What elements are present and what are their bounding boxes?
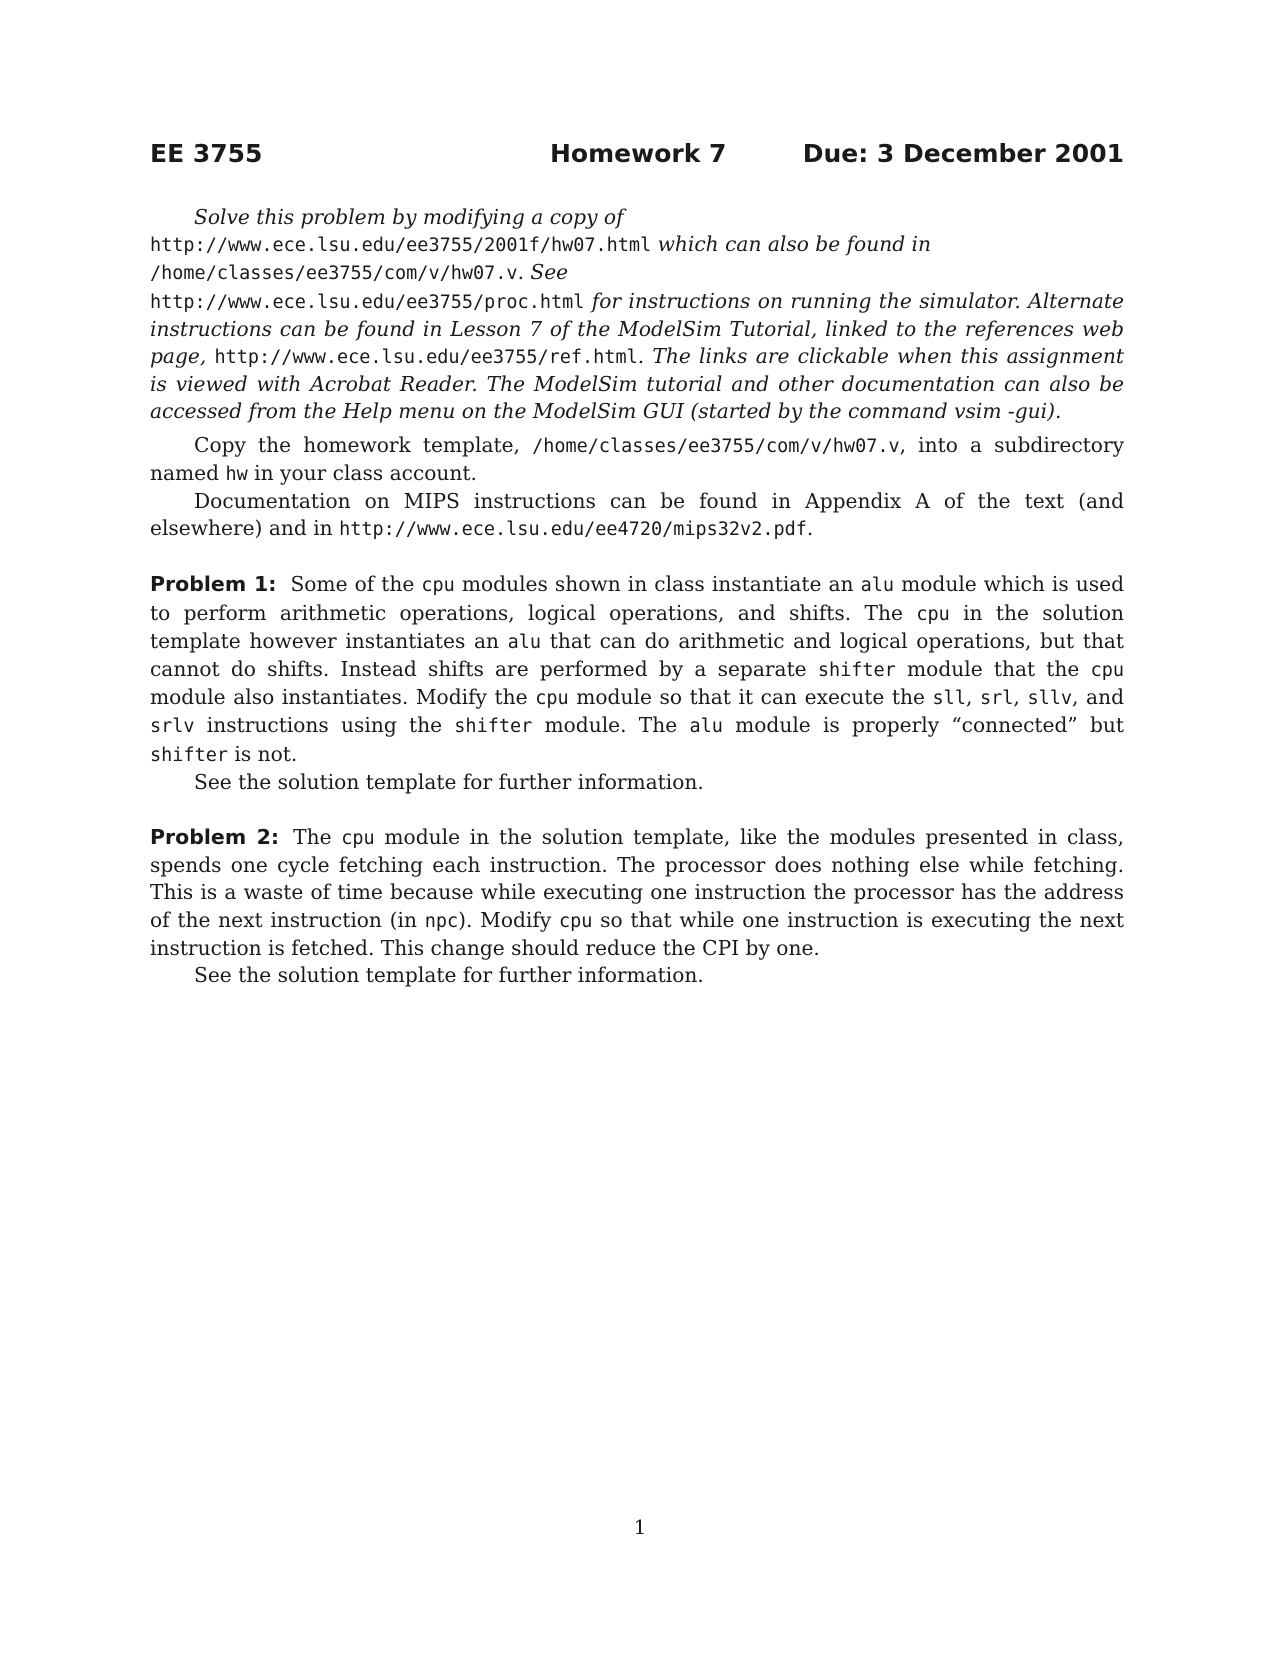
ref-url-link[interactable]: http://www.ece.lsu.edu/ee3755/ref.html bbox=[214, 347, 638, 369]
code-shifter: shifter bbox=[817, 660, 896, 682]
code-cpu: cpu bbox=[535, 688, 569, 710]
intro-text: . The links are clickable when this assignment is viewed with Acrobat Reader. The ModelSim tutorial and other documentation can also be accessed from the Help menu on the ModelSim GUI (started by the command vsim -gui). bbox=[150, 344, 1124, 424]
code-srl: srl bbox=[980, 688, 1014, 710]
copy-paragraph bbox=[150, 432, 1124, 488]
page-number: 1 bbox=[633, 1515, 647, 1539]
document-page bbox=[150, 140, 1124, 989]
intro-text: Solve this problem by modifying a copy of bbox=[194, 205, 624, 229]
problem-2-see-note: See the solution template for further information. bbox=[194, 963, 704, 988]
code-sllv: sllv bbox=[1027, 688, 1073, 710]
code-cpu: cpu bbox=[421, 575, 455, 597]
problem-2-label: Problem 2: bbox=[150, 825, 280, 850]
code-cpu: cpu bbox=[1090, 660, 1124, 682]
code-alu: alu bbox=[507, 631, 542, 653]
problem-2-statement: Problem 2: The cpu module in the solution template, like the modules presented in class, spends one cycle fetching each instruction. The processor does nothing else while fetching. This is a waste of time because while executing one instruction the processor has the address of the next instruction (in npc). Modify cpu so that while one instruction is executing the next instruction is fetched. This change should reduce the CPI by one. bbox=[150, 825, 1124, 960]
code-cpu: cpu bbox=[916, 603, 950, 625]
proc-url-link[interactable]: http://www.ece.lsu.edu/ee3755/proc.html bbox=[150, 291, 585, 313]
problem-2 bbox=[150, 824, 1124, 989]
code-shifter: shifter bbox=[454, 716, 533, 738]
code-srlv: srlv bbox=[150, 716, 195, 738]
problem-1-label: Problem 1: bbox=[150, 572, 277, 597]
code-alu: alu bbox=[860, 575, 895, 597]
template-path: /home/classes/ee3755/com/v/hw07.v bbox=[532, 435, 900, 457]
intro-text: which can also be found in bbox=[651, 232, 931, 257]
hw-url-link[interactable]: http://www.ece.lsu.edu/ee3755/2001f/hw07.html bbox=[150, 235, 652, 257]
code-sll: sll bbox=[932, 688, 966, 710]
doc-text: Documentation on MIPS instructions can be found in Appendix A of the text (and elsewhere) and in bbox=[150, 489, 1124, 541]
problem-1-see-note: See the solution template for further information. bbox=[194, 769, 704, 794]
copy-text: in your class account. bbox=[247, 460, 477, 485]
code-alu: alu bbox=[689, 716, 723, 738]
hw-file-path: /home/classes/ee3755/com/v/hw07.v bbox=[150, 263, 518, 285]
intro-text: . See bbox=[517, 260, 569, 285]
code-cpu: cpu bbox=[341, 828, 375, 850]
homework-title: Homework 7 bbox=[550, 139, 727, 168]
page-header bbox=[150, 140, 1124, 180]
code-npc: npc bbox=[424, 910, 459, 932]
copy-text: Copy the homework template, bbox=[194, 432, 533, 457]
problem-1 bbox=[150, 571, 1124, 796]
doc-text: . bbox=[806, 516, 814, 541]
copy-text: , into a subdirectory named bbox=[150, 432, 1124, 485]
problem-1-statement: Problem 1: Some of the cpu modules shown in class instantiate an alu module which is used to perform arithmetic operations, logical operations, and shifts. The cpu in the solution template however instantiates an alu that can do arithmetic and logical operations, but that cannot do shifts. Instead shifts are performed by a separate shifter module that the cpu module also instantiates. Modify the cpu module so that it can execute the sll, srl, sllv, and srlv instructions using the shifter module. The alu module is properly “connected” but shifter is not. bbox=[150, 572, 1125, 766]
code-cpu: cpu bbox=[558, 910, 593, 932]
intro-paragraph bbox=[150, 204, 1124, 426]
hw-dir-name: hw bbox=[225, 463, 248, 485]
due-date: Due: 3 December 2001 bbox=[802, 139, 1124, 168]
code-shifter: shifter bbox=[150, 744, 228, 766]
intro-text: for instructions on running the simulator. Alternate instructions can be found in Lesson 7 of the ModelSim Tutorial, linked to the references web page, bbox=[150, 288, 1124, 369]
course-number: EE 3755 bbox=[150, 139, 263, 168]
documentation-paragraph bbox=[150, 488, 1124, 543]
intro-section bbox=[150, 204, 1124, 426]
mips-pdf-link[interactable]: http://www.ece.lsu.edu/ee4720/mips32v2.pdf bbox=[339, 519, 807, 541]
